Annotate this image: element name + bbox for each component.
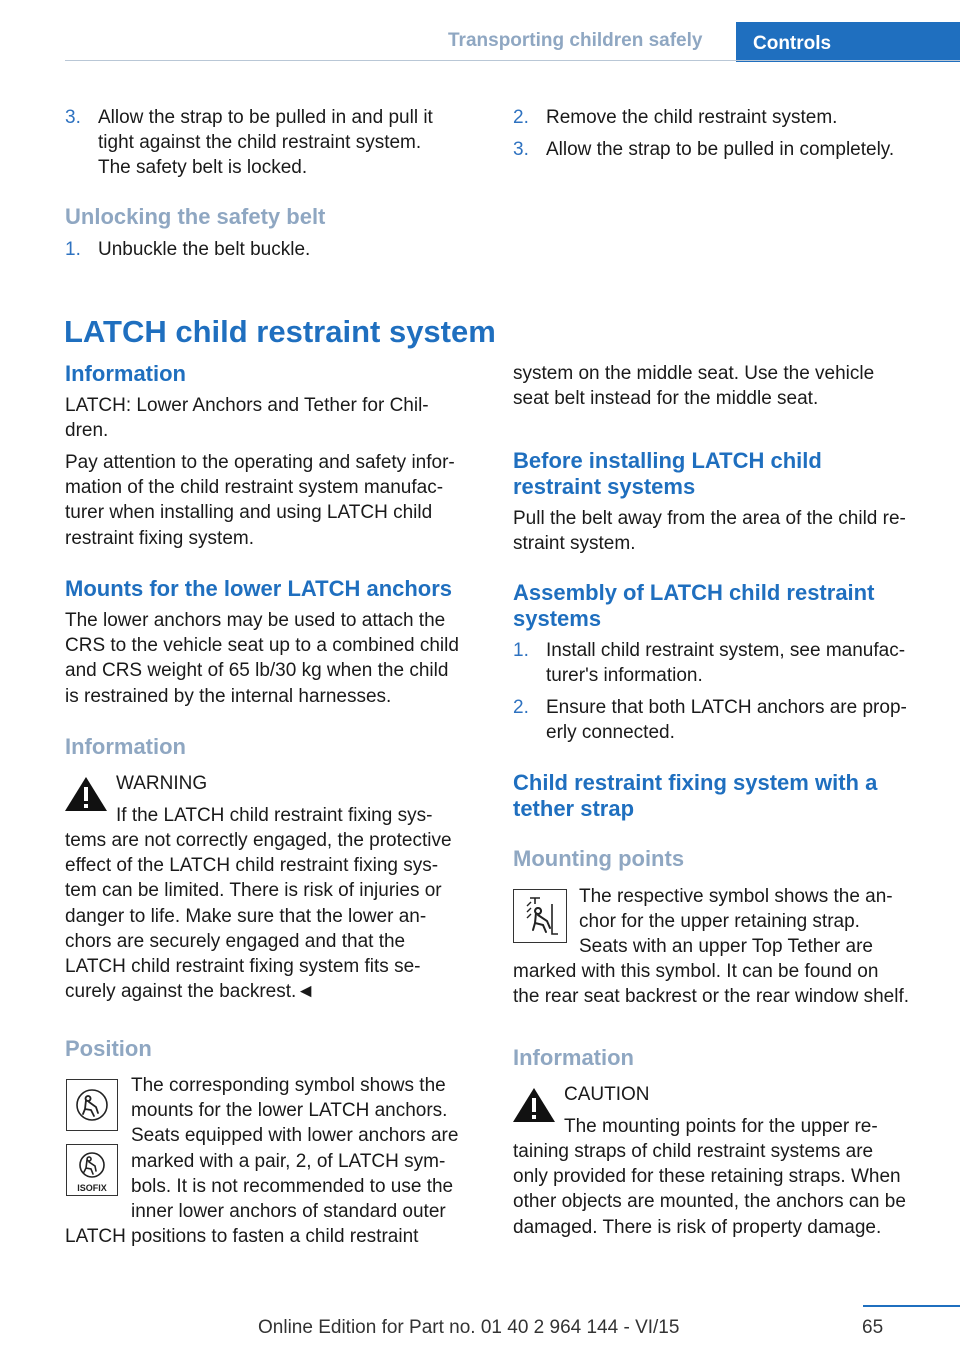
header-section-title: Transporting children safely [448, 30, 703, 51]
text-line: straint system. [513, 533, 636, 555]
text-line: Pull the belt away from the area of the child re- [513, 508, 906, 529]
paragraph [513, 959, 909, 1009]
heading-line: Assembly of LATCH child restraint [513, 580, 875, 605]
page-number: 65 [862, 1317, 884, 1338]
text-line: curely against the backrest.◄ [65, 981, 316, 1003]
section-heading: Mounting points [513, 846, 685, 871]
section-heading: Mounts for the lower LATCH anchors [65, 576, 453, 601]
latch-anchor-icon [66, 1079, 118, 1131]
text-line: Seats with an upper Top Tether are [579, 936, 873, 958]
isofix-label: ISOFIX [77, 1183, 107, 1193]
header-chapter-tab[interactable]: Controls [736, 22, 960, 62]
text-line: chors are securely engaged and that the [65, 930, 406, 952]
step-number: 1. [65, 239, 81, 260]
step-number: 3. [65, 107, 81, 128]
text-line: is restrained by the internal harnesses. [65, 685, 392, 707]
text-line: taining straps of child restraint systems are [513, 1141, 874, 1162]
caution-label: CAUTION [564, 1084, 650, 1105]
text-line: only provided for these retaining straps. When [513, 1166, 901, 1188]
warning-label: WARNING [116, 773, 208, 794]
footer-divider [863, 1305, 960, 1307]
text-line: and CRS weight of 65 lb/30 kg when the child [65, 660, 449, 682]
heading-line: restraint systems [513, 473, 696, 499]
paragraph [65, 608, 459, 709]
text-line: dren. [65, 420, 109, 442]
step-number: 3. [513, 139, 529, 160]
text-line: Ensure that both LATCH anchors are prop- [546, 697, 907, 718]
warning-triangle-icon [511, 1086, 557, 1124]
paragraph [513, 1139, 906, 1240]
text-line: If the LATCH child restraint fixing sys- [116, 805, 433, 826]
text-line: The lower anchors may be used to attach the [65, 610, 446, 631]
text-line: danger to life. Make sure that the lower an- [65, 905, 427, 927]
section-heading: Information [65, 734, 186, 759]
text-line: damaged. There is risk of property damage. [513, 1216, 882, 1238]
section-heading: Position [65, 1036, 152, 1061]
text-line: LATCH child restraint fixing system fits se- [65, 956, 421, 978]
section-heading: Information [65, 361, 186, 386]
header-divider [65, 60, 960, 61]
top-tether-icon [513, 889, 567, 943]
heading-line: systems [513, 605, 602, 631]
paragraph [131, 1073, 458, 1224]
section-heading [513, 770, 877, 821]
paragraph [65, 828, 452, 1004]
paragraph [65, 450, 455, 551]
text-line: tight against the child restraint system. [98, 132, 422, 154]
text-line: CRS to the vehicle seat up to a combined child [65, 635, 459, 657]
step-text [98, 105, 433, 181]
text-line: the rear seat backrest or the rear window shelf. [513, 986, 910, 1008]
text-line: The mounting points for the upper re- [564, 1116, 878, 1137]
text-line: system on the middle seat. Use the vehicle [513, 363, 875, 384]
section-heading: Unlocking the safety belt [65, 204, 326, 229]
text-line: Seats equipped with lower anchors are [131, 1125, 459, 1147]
text-line: mounts for the lower LATCH anchors. [131, 1100, 448, 1122]
step-text [546, 638, 905, 688]
text-line: effect of the LATCH child restraint fixing sys- [65, 855, 439, 877]
text-line: chor for the upper retaining strap. [579, 911, 860, 933]
text-line: turer's information. [546, 665, 703, 687]
section-heading [513, 580, 874, 631]
text-line: Pay attention to the operating and safety infor- [65, 452, 455, 473]
isofix-anchor-icon [66, 1144, 118, 1196]
heading-line: Before installing LATCH child [513, 448, 822, 473]
text-line: inner lower anchors of standard outer [131, 1201, 446, 1223]
text-line: tems are not correctly engaged, the protective [65, 830, 452, 851]
footer-edition: Online Edition for Part no. 01 40 2 964 144 - VI/15 [258, 1317, 680, 1338]
text-line: seat belt instead for the middle seat. [513, 388, 819, 410]
paragraph [579, 884, 893, 960]
text-line: erly connected. [546, 722, 675, 744]
text-line: The corresponding symbol shows the [131, 1075, 446, 1096]
text-line: marked with this symbol. It can be found on [513, 961, 879, 982]
text-line: restraint fixing system. [65, 527, 254, 549]
page-title: LATCH child restraint system [64, 314, 496, 349]
warning-triangle-icon [63, 775, 109, 813]
text-line: tem can be limited. There is risk of injuries or [65, 880, 442, 902]
paragraph [513, 506, 906, 556]
step-number: 2. [513, 107, 529, 128]
heading-line: Child restraint fixing system with a [513, 770, 878, 795]
text-line: turer when installing and using LATCH child [65, 502, 433, 524]
paragraph [513, 361, 874, 411]
step-number: 1. [513, 640, 529, 661]
heading-line: tether strap [513, 795, 635, 821]
text-line: LATCH positions to fasten a child restraint [65, 1226, 419, 1247]
section-heading: Information [513, 1045, 634, 1070]
step-number: 2. [513, 697, 529, 718]
text-line: LATCH: Lower Anchors and Tether for Chil- [65, 395, 429, 416]
text-line: Allow the strap to be pulled in and pull it [98, 107, 433, 128]
text-line: Install child restraint system, see manufac- [546, 640, 906, 661]
section-heading [513, 448, 822, 499]
text-line: The respective symbol shows the an- [579, 886, 893, 907]
step-text: Unbuckle the belt buckle. [98, 239, 311, 260]
text-line: The safety belt is locked. [98, 157, 308, 179]
step-text: Allow the strap to be pulled in completely. [546, 139, 895, 160]
text-line: bols. It is not recommended to use the [131, 1175, 454, 1197]
step-text: Remove the child restraint system. [546, 107, 838, 128]
text-line: mation of the child restraint system manufac- [65, 477, 444, 499]
text-line: marked with a pair, 2, of LATCH sym- [131, 1150, 446, 1172]
step-text [546, 695, 907, 745]
text-line: other objects are mounted, the anchors can be [513, 1191, 906, 1213]
paragraph [65, 393, 429, 443]
